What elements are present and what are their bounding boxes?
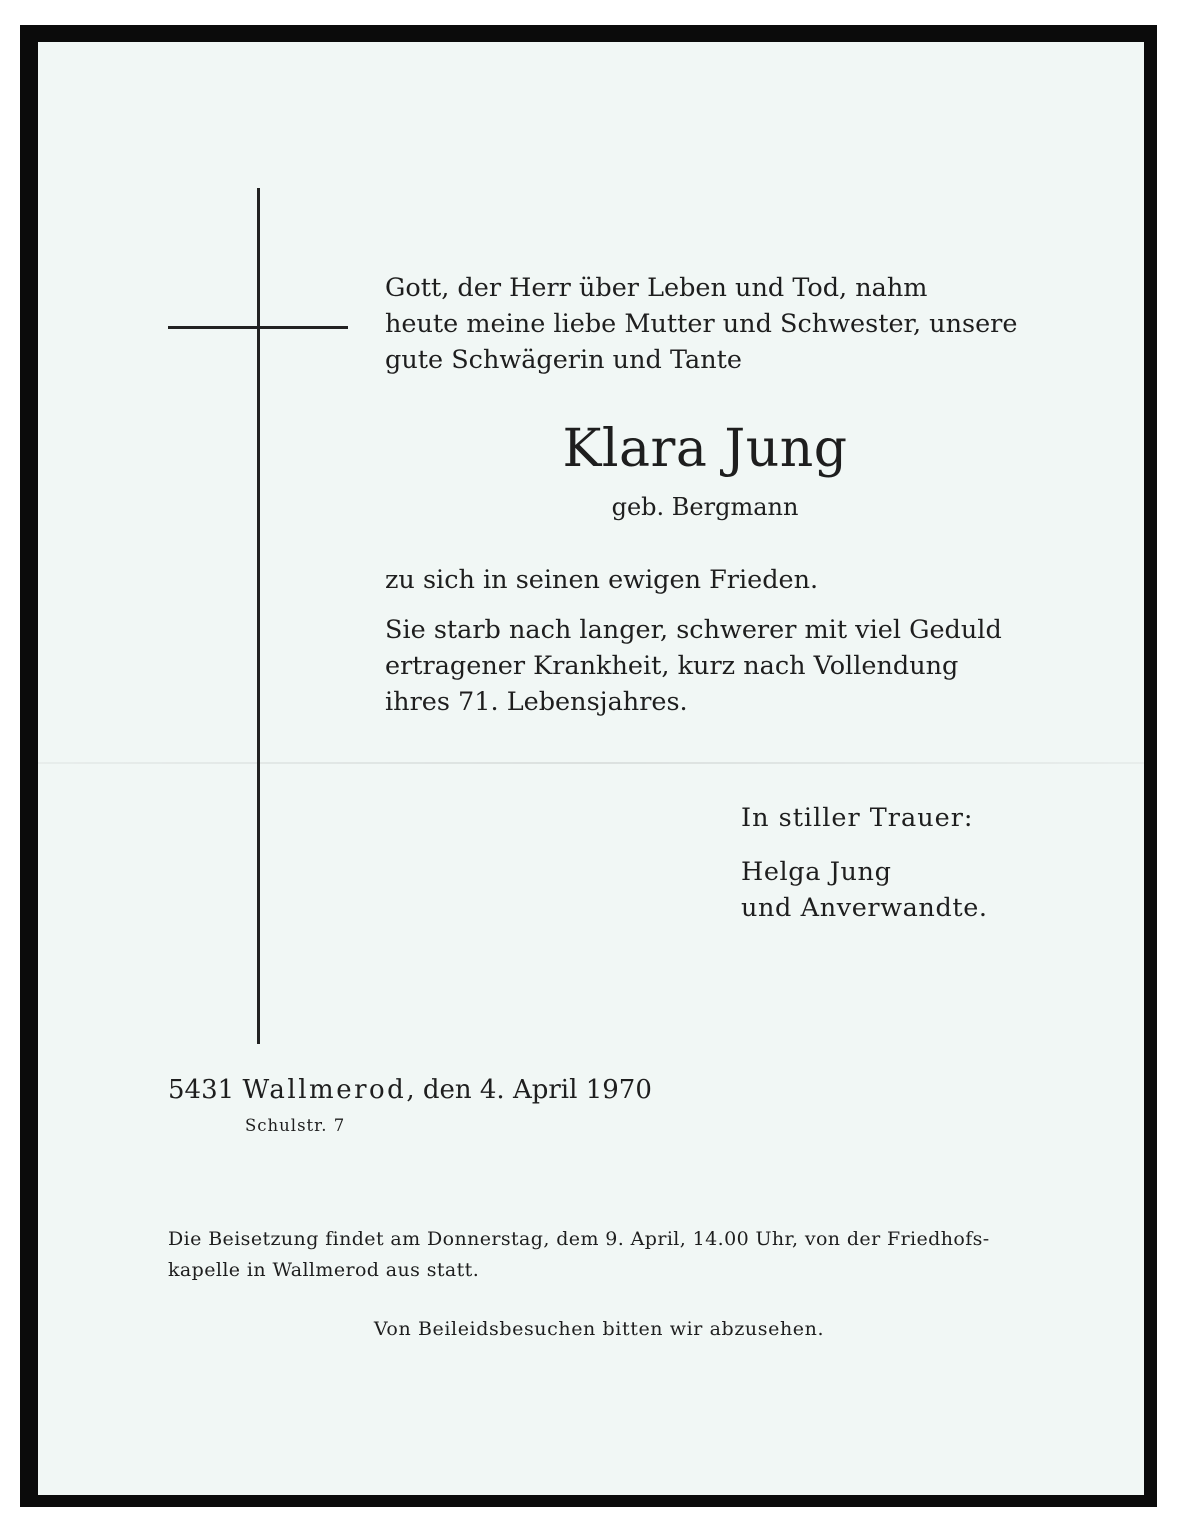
address: Schulstr. 7 bbox=[245, 1116, 346, 1135]
town: Wallmerod bbox=[242, 1075, 407, 1105]
deceased-name: Klara Jung bbox=[562, 419, 848, 479]
cross-icon-vertical bbox=[257, 188, 260, 1044]
obituary-card bbox=[38, 42, 1144, 1495]
mourner: und Anverwandte. bbox=[741, 893, 988, 923]
funeral-line: kapelle in Wallmerod aus statt. bbox=[168, 1259, 480, 1281]
peace-line: zu sich in seinen ewigen Frieden. bbox=[385, 565, 819, 595]
death-line: ertragener Krankheit, kurz nach Vollendung bbox=[385, 651, 959, 681]
funeral-line: Die Beisetzung findet am Donnerstag, dem 9. April, 14.00 Uhr, von der Friedhofs- bbox=[168, 1228, 990, 1250]
intro-line: heute meine liebe Mutter und Schwester, unsere bbox=[385, 309, 1018, 339]
mourners-list bbox=[741, 854, 988, 926]
cross-icon-horizontal bbox=[168, 326, 348, 329]
mourner: Helga Jung bbox=[741, 857, 892, 887]
fold-crease bbox=[38, 762, 1144, 764]
birth-name: geb. Bergmann bbox=[611, 493, 799, 521]
death-line: Sie starb nach langer, schwerer mit viel Geduld bbox=[385, 615, 1002, 645]
place-date bbox=[168, 1072, 652, 1108]
date: , den 4. April 1970 bbox=[406, 1075, 652, 1105]
mourning-heading: In stiller Trauer: bbox=[741, 803, 974, 833]
funeral-info bbox=[168, 1224, 1030, 1286]
death-line: ihres 71. Lebensjahres. bbox=[385, 687, 688, 717]
intro-line: gute Schwägerin und Tante bbox=[385, 345, 742, 375]
intro-text bbox=[385, 270, 1025, 378]
no-visits-note: Von Beileidsbesuchen bitten wir abzusehen. bbox=[373, 1318, 825, 1340]
intro-line: Gott, der Herr über Leben und Tod, nahm bbox=[385, 273, 928, 303]
death-text bbox=[385, 612, 1025, 720]
postcode: 5431 bbox=[168, 1075, 235, 1105]
